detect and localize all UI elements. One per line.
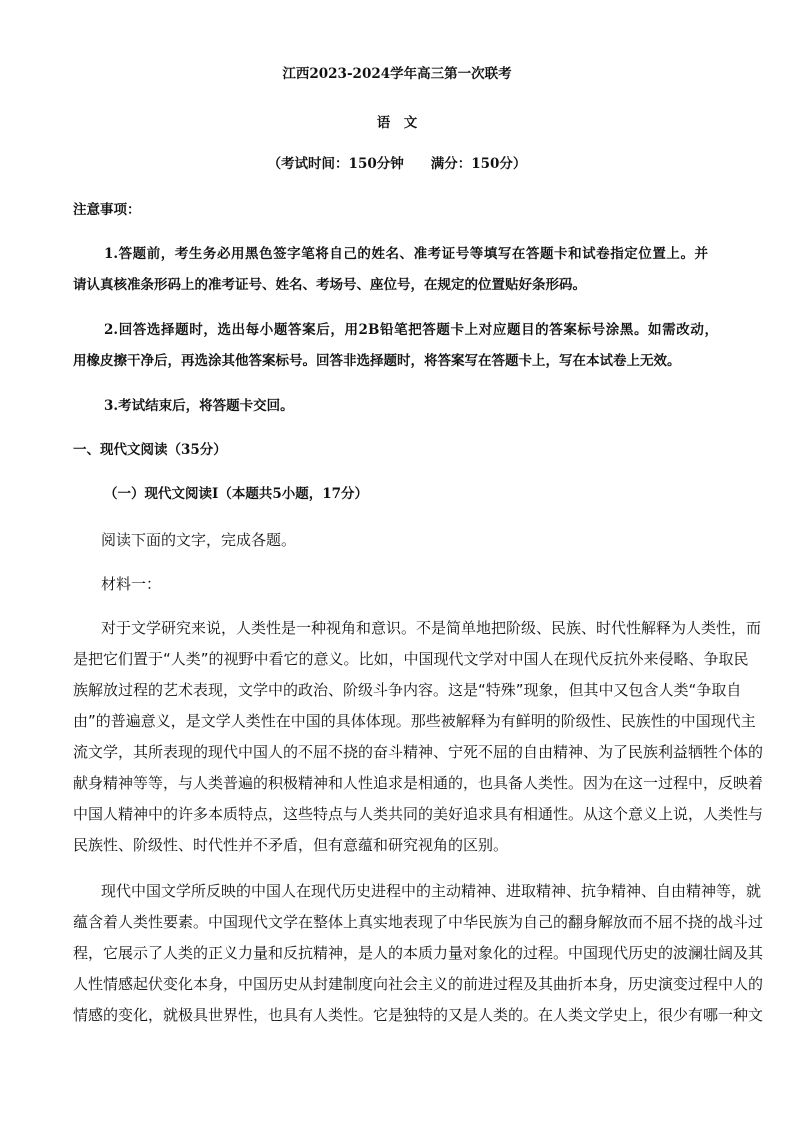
notice-item-2-line-2: 用橡皮擦干净后，再选涂其他答案标号。回答非选择题时，将答案写在答题卡上，写在本试卷上无效。 <box>73 353 681 369</box>
notice-heading: 注意事项： <box>73 202 141 218</box>
paragraph-1-line: 中国人精神中的许多本质特点，这些特点与人类共同的美好追求具有相通性。从这个意义上说，人类性与 <box>73 805 764 823</box>
notice-item-3: 3.考试结束后，将答题卡交回。 <box>104 398 294 414</box>
paragraph-2-line: 情感的变化，就极具世界性，也具有人类性。它是独特的又是人类的。在人类文学史上，很少有哪一种文 <box>73 1006 764 1024</box>
material-label: 材料一： <box>101 575 162 593</box>
notice-item-1-line-1: 1.答题前，考生务必用黑色签字笔将自己的姓名、准考证号等填写在答题卡和试卷指定位置上。并 <box>104 246 708 262</box>
paragraph-1-line: 族解放过程的艺术表现，文学中的政治、阶级斗争内容。这是“特殊”现象，但其中又包含人类“争取自 <box>73 681 742 699</box>
exam-info: （考试时间：150分钟 满分：150分） <box>267 156 527 172</box>
paragraph-2-line: 程，它展示了人类的正义力量和反抗精神，是人的本质力量对象化的过程。中国现代历史的波澜壮阔及其 <box>73 944 764 962</box>
section-1-subheading: （一）现代文阅读Ⅰ（本题共5小题，17分） <box>104 486 368 502</box>
exam-title: 江西2023-2024学年高三第一次联考 <box>282 66 512 82</box>
paragraph-1-line: 流文学，其所表现的现代中国人的不屈不挠的奋斗精神、宁死不屈的自由精神、为了民族利益牺牲个体的 <box>73 743 764 761</box>
section-1-heading: 一、现代文阅读（35分） <box>73 442 227 458</box>
reading-instruction: 阅读下面的文字，完成各题。 <box>101 531 297 549</box>
notice-item-2-line-1: 2.回答选择题时，选出每小题答案后，用2B铅笔把答题卡上对应题目的答案标号涂黑。如需改动， <box>104 322 718 338</box>
paragraph-2-line: 人性情感起伏变化本身，中国历史从封建制度向社会主义的前进过程及其曲折本身，历史演变过程中人的 <box>73 975 764 993</box>
paragraph-1-line: 由”的普遍意义，是文学人类性在中国的具体体现。那些被解释为有鲜明的阶级性、民族性的中国现代主 <box>73 712 756 730</box>
paragraph-1-line: 民族性、阶级性、时代性并不矛盾，但有意蕴和研究视角的区别。 <box>73 836 509 854</box>
paragraph-1-line: 对于文学研究来说，人类性是一种视角和意识。不是简单地把阶级、民族、时代性解释为人类性，而 <box>101 619 762 637</box>
notice-item-1-line-2: 请认真核准条形码上的准考证号、姓名、考场号、座位号，在规定的位置贴好条形码。 <box>73 277 586 293</box>
paragraph-2-line: 现代中国文学所反映的中国人在现代历史进程中的主动精神、进取精神、抗争精神、自由精神等，就 <box>101 882 762 900</box>
paragraph-2-line: 蕴含着人类性要素。中国现代文学在整体上真实地表现了中华民族为自己的翻身解放而不屈不挠的战斗过 <box>73 913 764 931</box>
paragraph-1-line: 是把它们置于“人类”的视野中看它的意义。比如，中国现代文学对中国人在现代反抗外来侵略、争取民 <box>73 650 749 668</box>
paragraph-1-line: 献身精神等等，与人类普遍的积极精神和人性追求是相通的，也具备人类性。因为在这一过程中，反映着 <box>73 774 764 792</box>
subject-title: 语 文 <box>376 115 418 131</box>
